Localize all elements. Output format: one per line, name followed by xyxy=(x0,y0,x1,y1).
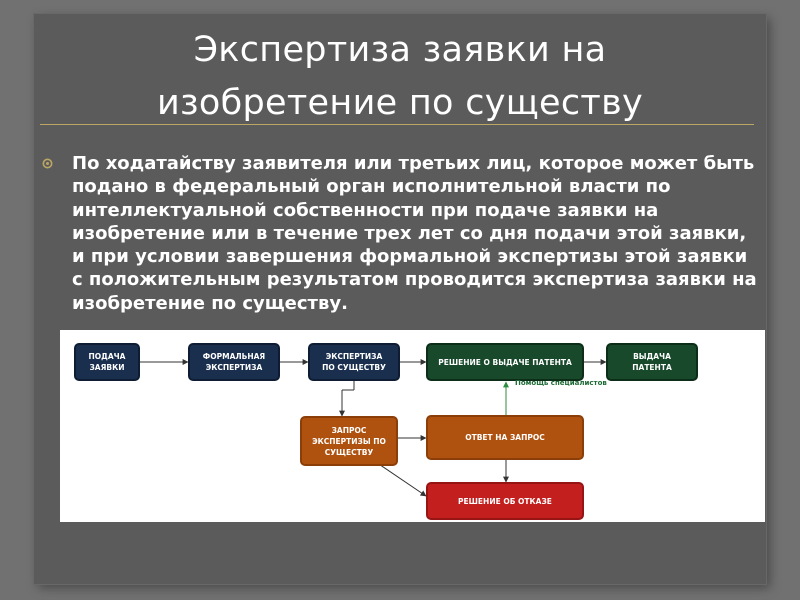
title-divider xyxy=(40,124,754,125)
title-line-1: Экспертиза заявки на xyxy=(193,30,607,70)
node-ekspertiza-po-sushchestvu: ЭКСПЕРТИЗА ПО СУЩЕСТВУ xyxy=(308,343,400,381)
slide-title xyxy=(34,24,766,130)
slide xyxy=(34,14,766,584)
circle-bullet-icon xyxy=(41,157,54,170)
node-podacha-zayavki: ПОДАЧА ЗАЯВКИ xyxy=(74,343,140,381)
process-flowchart xyxy=(60,330,765,522)
node-otvet-na-zapros: ОТВЕТ НА ЗАПРОС xyxy=(426,415,584,460)
help-label: Помощь специалистов xyxy=(515,379,607,387)
title-line-2: изобретение по существу xyxy=(156,83,644,123)
node-formalnaya-ekspertiza: ФОРМАЛЬНАЯ ЭКСПЕРТИЗА xyxy=(188,343,280,381)
node-zapros-ekspertizy: ЗАПРОС ЭКСПЕРТИЗЫ ПО СУЩЕСТВУ xyxy=(300,416,398,466)
node-reshenie-o-vydache: РЕШЕНИЕ О ВЫДАЧЕ ПАТЕНТА xyxy=(426,343,584,381)
node-reshenie-ob-otkaze: РЕШЕНИЕ ОБ ОТКАЗЕ xyxy=(426,482,584,520)
node-vydacha-patenta: ВЫДАЧА ПАТЕНТА xyxy=(606,343,698,381)
bullet-text: По ходатайству заявителя или третьих лиц, которое может быть подано в федеральный орган исполнительной власти по интеллектуальной собственности при подаче заявки на изобретение или в течение трех лет со дня подачи этой заявки, и при условии завершения формальной экспертизы этой заявки с положительным результатом проводится экспертиза заявки на изобретение по существу. xyxy=(72,153,757,314)
